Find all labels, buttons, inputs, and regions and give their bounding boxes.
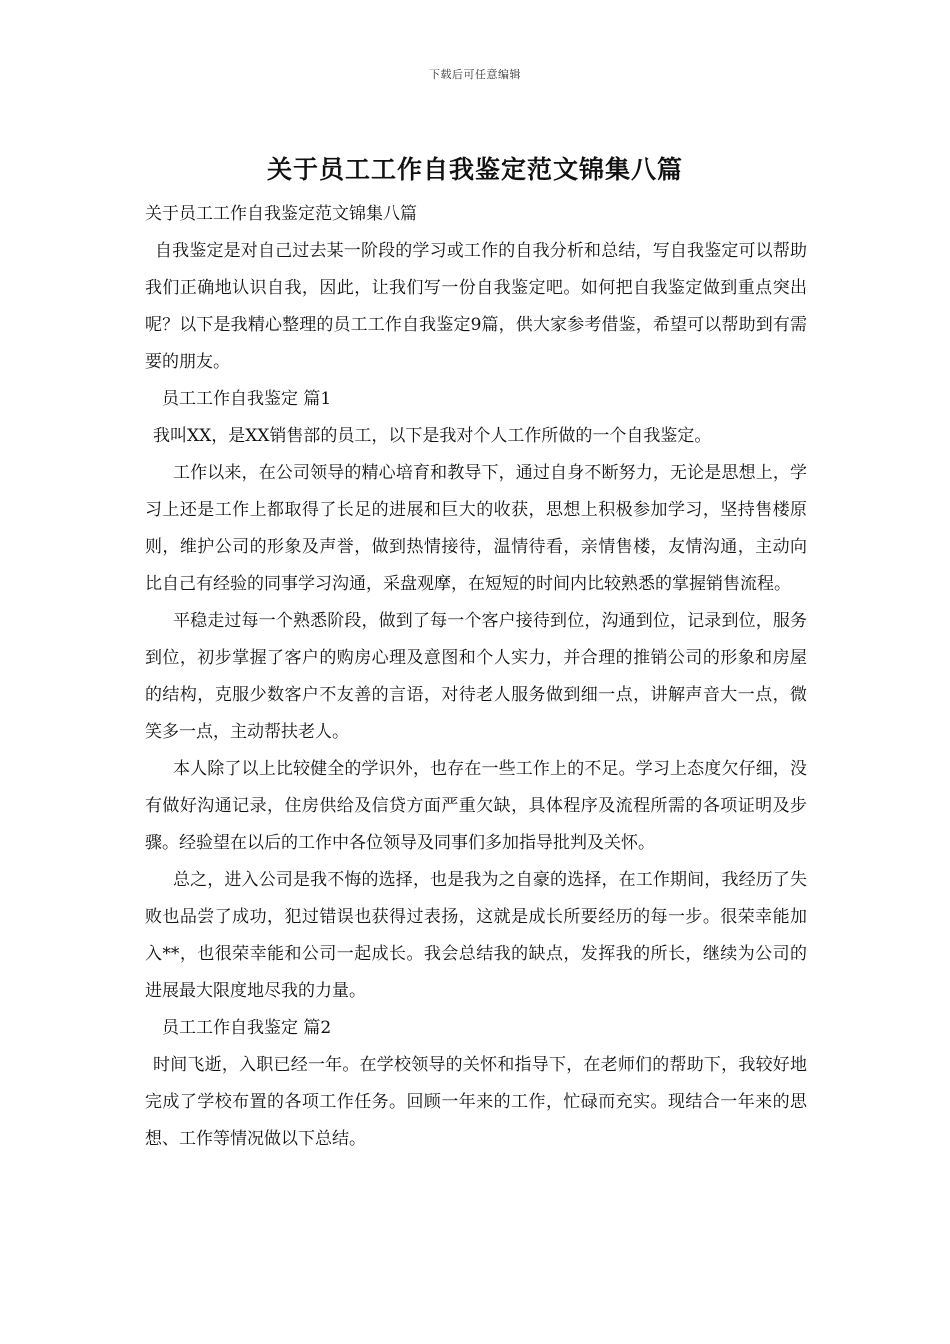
paragraph: 时间飞逝，入职已经一年。在学校领导的关怀和指导下，在老师们的帮助下，我较好地完成了学校布置的各项工作任务。回顾一年来的工作，忙碌而充实。现结合一年来的思想、工作等情况做以下总结。 [145, 1055, 807, 1149]
section-heading-1: 员工工作自我鉴定 篇1 [162, 389, 332, 409]
document-body [145, 196, 807, 1158]
paragraph: 工作以来，在公司领导的精心培育和教导下，通过自身不断努力，无论是思想上，学习上还是工作上都取得了长足的进展和巨大的收获，思想上积极参加学习，坚持售楼原则，维护公司的形象及声誉，做到热情接待，温情待看，亲情售楼，友情沟通，主动向比自己有经验的同事学习沟通，采盘观摩，在短短的时间内比较熟悉的掌握销售流程。 [145, 463, 807, 594]
document-title: 关于员工工作自我鉴定范文锦集八篇 [266, 155, 683, 184]
intro-paragraph: 自我鉴定是对自己过去某一阶段的学习或工作的自我分析和总结，写自我鉴定可以帮助我们正确地认识自我，因此，让我们写一份自我鉴定吧。如何把自我鉴定做到重点突出呢？以下是我精心整理的员工工作自我鉴定9篇，供大家参考借鉴，希望可以帮助到有需要的朋友。 [145, 241, 807, 372]
section-heading-2: 员工工作自我鉴定 篇2 [162, 1018, 332, 1038]
paragraph: 平稳走过每一个熟悉阶段，做到了每一个客户接待到位，沟通到位，记录到位，服务到位，初步掌握了客户的购房心理及意图和个人实力，并合理的推销公司的形象和房屋的结构，克服少数客户不友善的言语，对待老人服务做到细一点，讲解声音大一点，微笑多一点，主动帮扶老人。 [145, 611, 807, 742]
paragraph: 总之，进入公司是我不悔的选择，也是我为之自豪的选择，在工作期间，我经历了失败也品尝了成功，犯过错误也获得过表扬，这就是成长所要经历的每一步。很荣幸能加入**，也很荣幸能和公司一起成长。我会总结我的缺点，发挥我的所长，继续为公司的进展最大限度地尽我的力量。 [145, 870, 807, 1001]
document-subtitle: 关于员工工作自我鉴定范文锦集八篇 [145, 204, 417, 224]
header-note: 下载后可任意编辑 [429, 68, 521, 81]
paragraph: 我叫XX，是XX销售部的员工，以下是我对个人工作所做的一个自我鉴定。 [153, 426, 712, 446]
paragraph: 本人除了以上比较健全的学识外，也存在一些工作上的不足。学习上态度欠仔细，没有做好沟通记录，住房供给及信贷方面严重欠缺，具体程序及流程所需的各项证明及步骤。经验望在以后的工作中各位领导及同事们多加指导批判及关怀。 [145, 759, 807, 853]
